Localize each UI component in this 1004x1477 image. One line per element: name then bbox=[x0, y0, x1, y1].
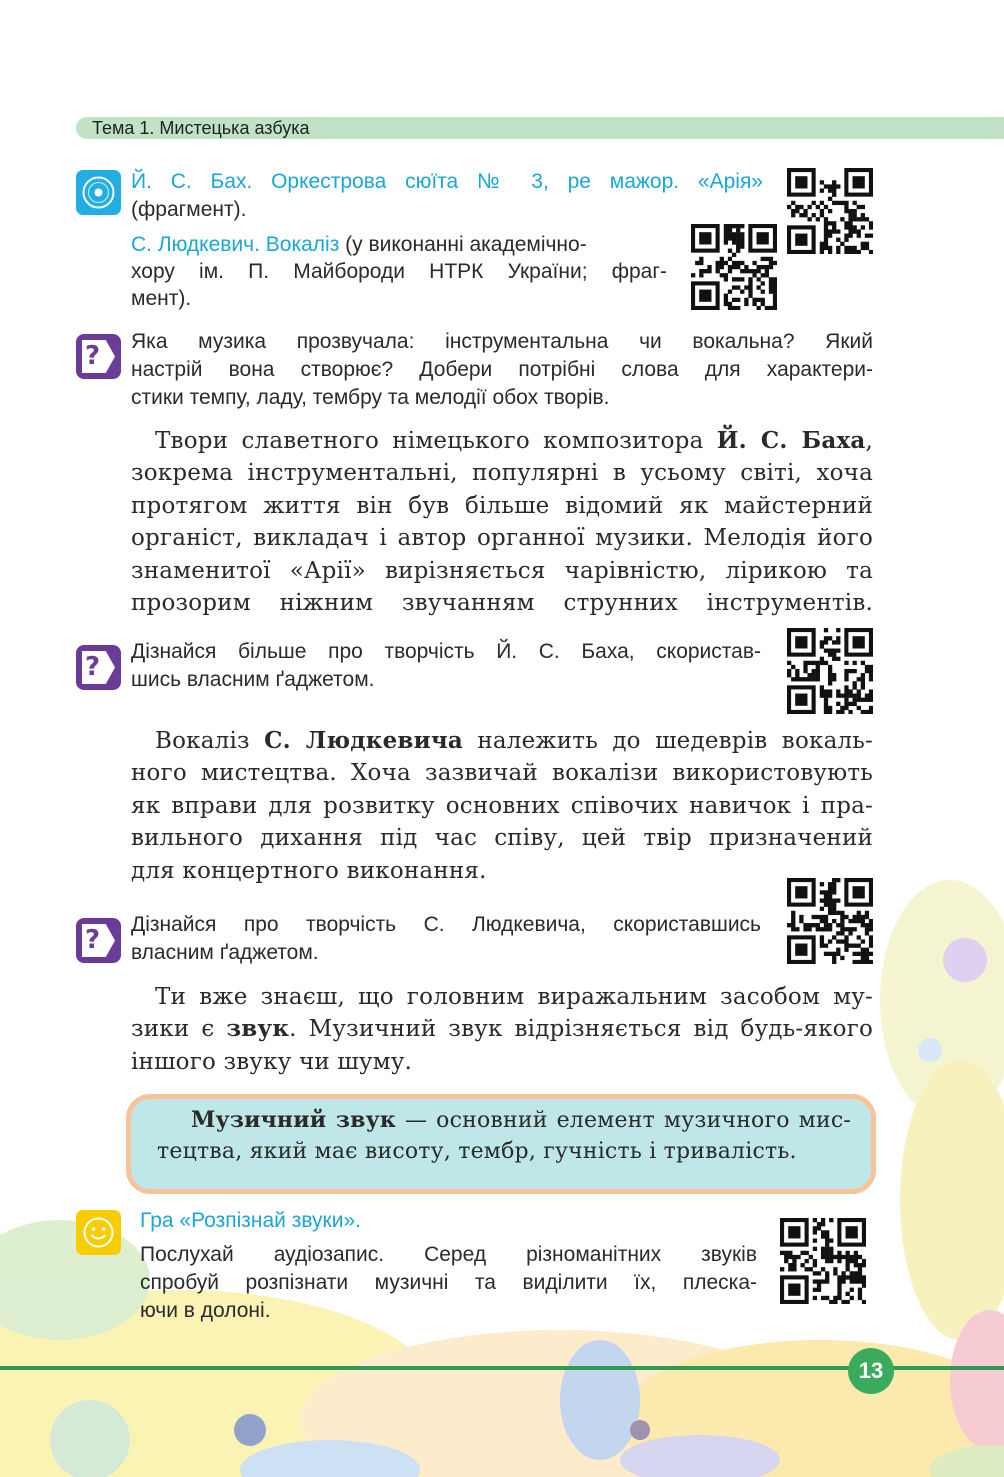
qr-code-lyudkevych-info[interactable] bbox=[787, 878, 873, 964]
question3-line2: власним ґаджетом. bbox=[131, 941, 319, 964]
paragraph2-line5: для концертного виконання. bbox=[131, 858, 487, 884]
paragraph3-line1: Ти вже знаєш, що головним виражальним засобом му- bbox=[155, 984, 873, 1010]
qr-code-bach[interactable] bbox=[787, 168, 873, 254]
definition-line2: тецтва, який має висоту, тембр, гучність і тривалість. bbox=[157, 1139, 797, 1164]
listen-item1-note: (фрагмент). bbox=[131, 198, 247, 221]
definition-text: — основний елемент музичного мис- bbox=[395, 1108, 851, 1133]
question2-line1: Дізнайся більше про творчість Й. С. Баха, скористав- bbox=[131, 640, 761, 663]
composer-bach: Й. С. Баха bbox=[716, 427, 866, 454]
audio-cd-icon bbox=[76, 170, 121, 215]
question1-line3: стики темпу, ладу, тембру та мелодії обох творів. bbox=[131, 386, 610, 409]
game-title: Гра «Розпізнай звуки». bbox=[140, 1209, 361, 1232]
topic-header: Тема 1. Мистецька азбука bbox=[92, 118, 310, 138]
question-icon: ? bbox=[76, 334, 121, 379]
page-number: 13 bbox=[848, 1348, 894, 1394]
game-line1: Послухай аудіозапис. Серед різноманітних звуків bbox=[140, 1243, 757, 1266]
listen-item2-line1 bbox=[131, 231, 587, 259]
qr-code-bach-info[interactable] bbox=[787, 628, 873, 714]
term-sound: звук bbox=[226, 1015, 290, 1042]
paragraph1-line4: органіст, викладач і автор органної музики. Мелодія його bbox=[131, 525, 873, 551]
definition-term: Музичний звук bbox=[191, 1107, 396, 1133]
question2-line2: шись власним ґаджетом. bbox=[131, 668, 375, 691]
question-icon: ? bbox=[76, 645, 121, 690]
definition-line1 bbox=[191, 1104, 851, 1138]
smiley-game-icon bbox=[76, 1210, 121, 1255]
composer-lyudkevych: С. Людкевича bbox=[264, 727, 463, 754]
question3-line1: Дізнайся про творчість С. Людкевича, скориставшись bbox=[131, 913, 761, 936]
paragraph1-text: Твори славетного німецького композитора bbox=[155, 428, 717, 454]
paragraph1-line3: протягом життя він був більше відомий як майстерний bbox=[131, 493, 873, 519]
listen-item2-line2: хору ім. П. Майбороди НТРК України; фраг- bbox=[131, 260, 667, 283]
game-line2: спробуй розпізнати музичні та виділити їх, плеска- bbox=[140, 1271, 757, 1294]
paragraph1-line5: знаменитої «Арії» вирізняється чарівністю, лірикою та bbox=[131, 558, 873, 584]
paragraph1-line2: зокрема інструментальні, популярні в усьому світі, хоча bbox=[131, 460, 873, 486]
paragraph2-text-end: належить до шедеврів вокаль- bbox=[462, 728, 873, 754]
paragraph1-comma: , bbox=[865, 428, 873, 454]
listen-item2-line3: мент). bbox=[131, 287, 192, 310]
listen-item2-note: (у виконанні академічно- bbox=[339, 233, 587, 256]
paragraph2-line4: вильного дихання під час співу, цей твір призначений bbox=[131, 825, 873, 851]
question1-line1: Яка музика прозвучала: інструментальна чи вокальна? Який bbox=[131, 330, 873, 353]
question1-line2: настрій вона створює? Добери потрібні слова для характери- bbox=[131, 358, 873, 381]
paragraph2-line3: як вправи для розвитку основних співочих навичок і пра- bbox=[131, 793, 873, 819]
qr-code-game-audio[interactable] bbox=[780, 1218, 866, 1304]
paragraph2-line2: ного мистецтва. Хоча зазвичай вокалізи використовують bbox=[131, 760, 873, 786]
paragraph1-line6: прозорим ніжним звучанням струнних інструментів. bbox=[131, 590, 873, 616]
paragraph1-line1 bbox=[155, 425, 873, 458]
paragraph2-line1 bbox=[155, 725, 873, 758]
paragraph3-text: зики є bbox=[131, 1016, 227, 1042]
listen-item1-title: Й. С. Бах. Оркестрова сюїта № 3, ре мажор. «Арія» bbox=[131, 170, 763, 193]
paragraph2-text: Вокаліз bbox=[155, 728, 265, 754]
question-icon: ? bbox=[76, 918, 121, 963]
qr-code-lyudkevych[interactable] bbox=[691, 224, 777, 310]
paragraph3-text-end: . Музичний звук відрізняється від будь-якого bbox=[289, 1016, 873, 1042]
paragraph3-line2 bbox=[131, 1013, 873, 1046]
game-line3: ючи в долоні. bbox=[140, 1299, 271, 1322]
listen-item2-title: С. Людкевич. Вокаліз bbox=[131, 233, 340, 256]
paragraph3-line3: іншого звуку чи шуму. bbox=[131, 1049, 413, 1075]
